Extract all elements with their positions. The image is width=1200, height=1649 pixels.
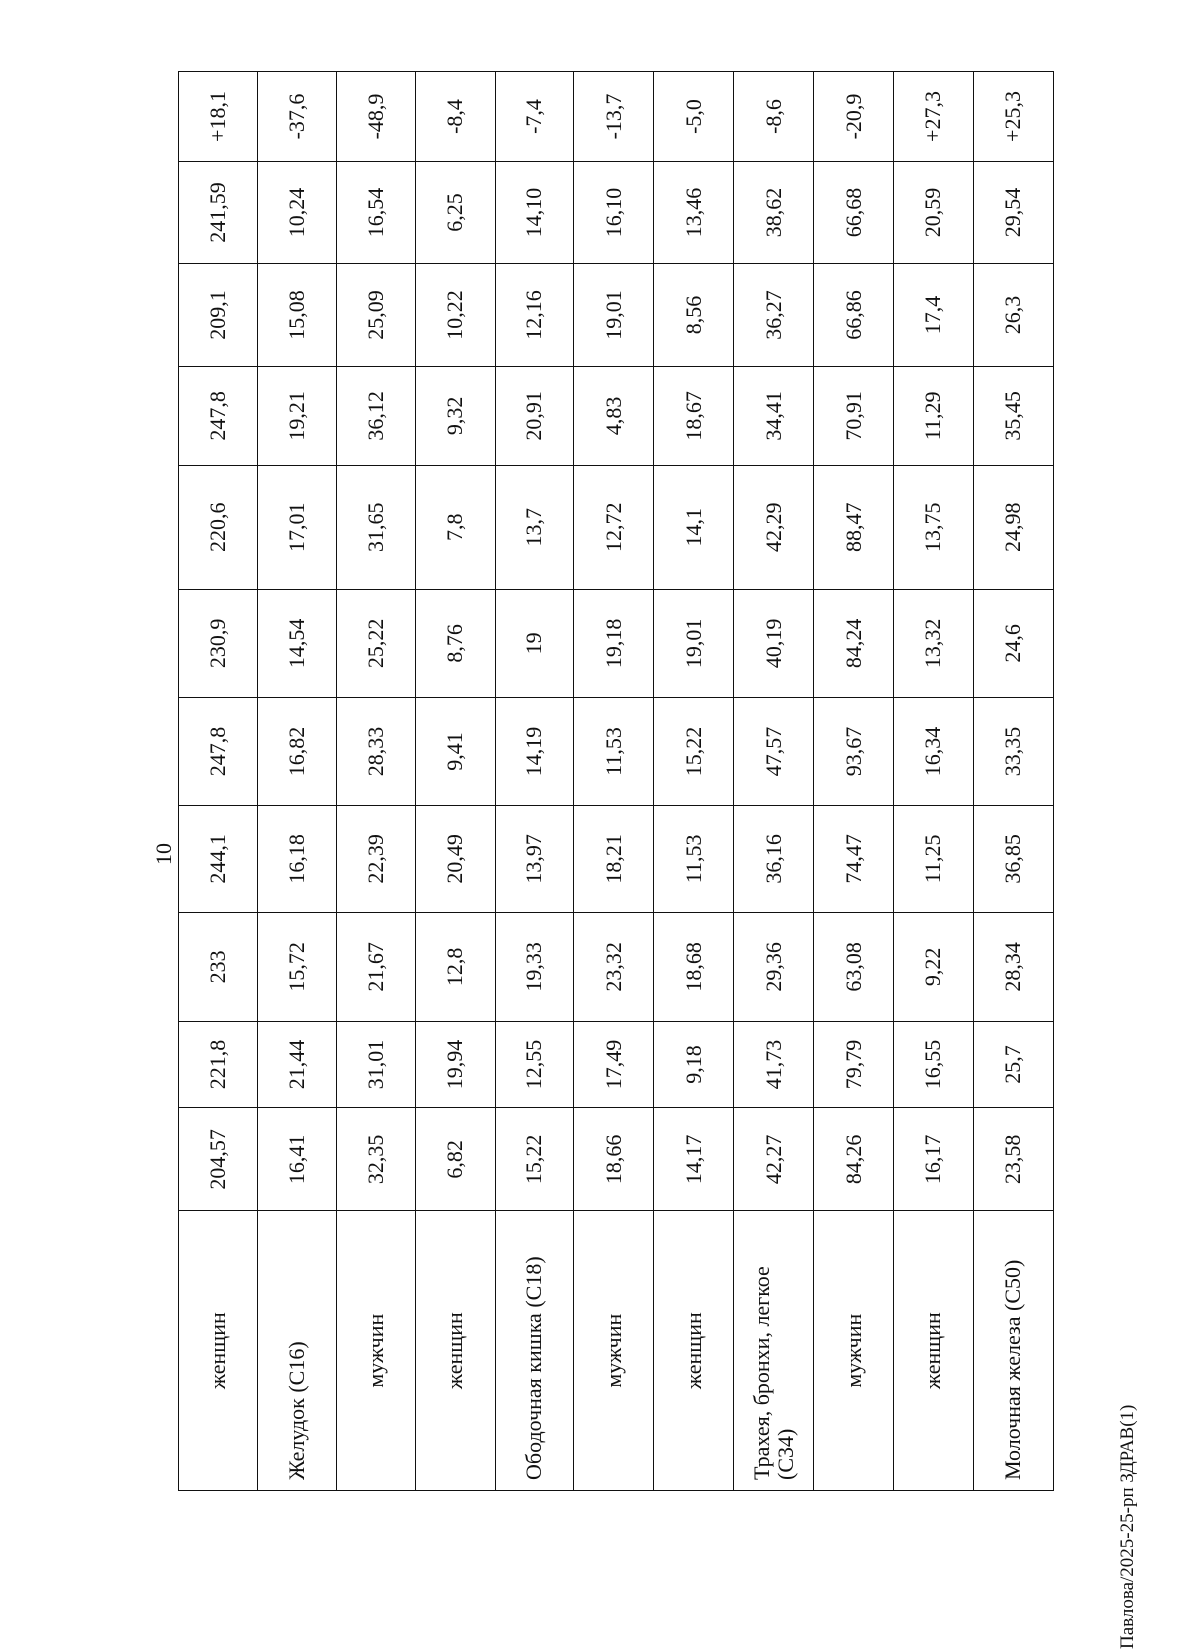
change-cell: -8,6: [734, 72, 814, 162]
table-row: [495, 72, 574, 1491]
change-cell: -7,4: [495, 72, 574, 162]
value-cell: 18,21: [574, 805, 654, 912]
value-cell: 19: [495, 589, 574, 698]
value-cell: 66,86: [814, 263, 894, 366]
sex-label-cell: женщин: [179, 1211, 258, 1491]
site-label-cell: Ободочная кишка (С18): [495, 1211, 574, 1491]
sex-label-cell: мужчин: [336, 1211, 415, 1491]
value-cell: 11,53: [654, 805, 734, 912]
change-cell: +25,3: [974, 72, 1054, 162]
value-cell: 8,76: [415, 589, 495, 698]
table-row: [814, 72, 894, 1491]
value-cell: 24,6: [974, 589, 1054, 698]
value-cell: 15,22: [654, 698, 734, 805]
value-cell: 16,54: [336, 162, 415, 264]
table-row: [257, 72, 336, 1491]
value-cell: 18,67: [654, 367, 734, 466]
value-cell: 41,73: [734, 1021, 814, 1108]
sex-label-cell: мужчин: [814, 1211, 894, 1491]
table-row: [179, 72, 258, 1491]
value-cell: 17,4: [894, 263, 974, 366]
value-cell: 16,41: [257, 1108, 336, 1211]
value-cell: 74,47: [814, 805, 894, 912]
value-cell: 31,01: [336, 1021, 415, 1108]
value-cell: 23,32: [574, 913, 654, 1022]
value-cell: 247,8: [179, 698, 258, 805]
value-cell: 16,10: [574, 162, 654, 264]
value-cell: 84,24: [814, 589, 894, 698]
site-label-cell: Молочная железа (С50): [974, 1211, 1054, 1491]
change-cell: +18,1: [179, 72, 258, 162]
value-cell: 241,59: [179, 162, 258, 264]
value-cell: 21,67: [336, 913, 415, 1022]
value-cell: 93,67: [814, 698, 894, 805]
footer-stamp: Павлова/2025-25-рп ЗДРАВ(1): [1117, 1404, 1138, 1649]
value-cell: 20,59: [894, 162, 974, 264]
table-row: [654, 72, 734, 1491]
value-cell: 10,22: [415, 263, 495, 366]
value-cell: 13,46: [654, 162, 734, 264]
value-cell: 25,7: [974, 1021, 1054, 1108]
value-cell: 42,29: [734, 465, 814, 589]
value-cell: 15,08: [257, 263, 336, 366]
value-cell: 20,49: [415, 805, 495, 912]
value-cell: 19,94: [415, 1021, 495, 1108]
value-cell: 17,49: [574, 1021, 654, 1108]
value-cell: 247,8: [179, 367, 258, 466]
value-cell: 21,44: [257, 1021, 336, 1108]
value-cell: 33,35: [974, 698, 1054, 805]
value-cell: 12,55: [495, 1021, 574, 1108]
value-cell: 4,83: [574, 367, 654, 466]
value-cell: 11,29: [894, 367, 974, 466]
value-cell: 66,68: [814, 162, 894, 264]
change-cell: -8,4: [415, 72, 495, 162]
value-cell: 15,22: [495, 1108, 574, 1211]
value-cell: 16,17: [894, 1108, 974, 1211]
value-cell: 20,91: [495, 367, 574, 466]
value-cell: 12,16: [495, 263, 574, 366]
value-cell: 6,82: [415, 1108, 495, 1211]
value-cell: 34,41: [734, 367, 814, 466]
value-cell: 42,27: [734, 1108, 814, 1211]
value-cell: 13,7: [495, 465, 574, 589]
value-cell: 36,27: [734, 263, 814, 366]
value-cell: 7,8: [415, 465, 495, 589]
value-cell: 19,18: [574, 589, 654, 698]
value-cell: 220,6: [179, 465, 258, 589]
value-cell: 16,34: [894, 698, 974, 805]
value-cell: 23,58: [974, 1108, 1054, 1211]
value-cell: 14,54: [257, 589, 336, 698]
value-cell: 13,32: [894, 589, 974, 698]
value-cell: 19,01: [574, 263, 654, 366]
value-cell: 204,57: [179, 1108, 258, 1211]
table-row: [974, 72, 1054, 1491]
incidence-table: [178, 71, 1054, 1491]
value-cell: 70,91: [814, 367, 894, 466]
value-cell: 18,66: [574, 1108, 654, 1211]
table-row: [336, 72, 415, 1491]
value-cell: 16,55: [894, 1021, 974, 1108]
value-cell: 40,19: [734, 589, 814, 698]
value-cell: 244,1: [179, 805, 258, 912]
value-cell: 36,12: [336, 367, 415, 466]
value-cell: 12,8: [415, 913, 495, 1022]
change-cell: -37,6: [257, 72, 336, 162]
value-cell: 29,54: [974, 162, 1054, 264]
value-cell: 9,41: [415, 698, 495, 805]
value-cell: 38,62: [734, 162, 814, 264]
value-cell: 14,10: [495, 162, 574, 264]
value-cell: 22,39: [336, 805, 415, 912]
table-row: [574, 72, 654, 1491]
change-cell: -48,9: [336, 72, 415, 162]
value-cell: 209,1: [179, 263, 258, 366]
value-cell: 16,82: [257, 698, 336, 805]
value-cell: 19,01: [654, 589, 734, 698]
value-cell: 14,19: [495, 698, 574, 805]
value-cell: 10,24: [257, 162, 336, 264]
value-cell: 14,17: [654, 1108, 734, 1211]
value-cell: 19,21: [257, 367, 336, 466]
value-cell: 28,33: [336, 698, 415, 805]
value-cell: 25,22: [336, 589, 415, 698]
value-cell: 15,72: [257, 913, 336, 1022]
value-cell: 29,36: [734, 913, 814, 1022]
value-cell: 12,72: [574, 465, 654, 589]
change-cell: -20,9: [814, 72, 894, 162]
sex-label-cell: женщин: [894, 1211, 974, 1491]
value-cell: 11,25: [894, 805, 974, 912]
change-cell: -13,7: [574, 72, 654, 162]
value-cell: 28,34: [974, 913, 1054, 1022]
value-cell: 24,98: [974, 465, 1054, 589]
value-cell: 6,25: [415, 162, 495, 264]
sex-label-cell: женщин: [654, 1211, 734, 1491]
value-cell: 31,65: [336, 465, 415, 589]
value-cell: 63,08: [814, 913, 894, 1022]
value-cell: 84,26: [814, 1108, 894, 1211]
value-cell: 18,68: [654, 913, 734, 1022]
table-row: [894, 72, 974, 1491]
table-row: [415, 72, 495, 1491]
page-number: 10: [151, 843, 176, 865]
value-cell: 36,16: [734, 805, 814, 912]
sex-label-cell: мужчин: [574, 1211, 654, 1491]
value-cell: 26,3: [974, 263, 1054, 366]
value-cell: 9,22: [894, 913, 974, 1022]
sex-label-cell: женщин: [415, 1211, 495, 1491]
value-cell: 19,33: [495, 913, 574, 1022]
value-cell: 36,85: [974, 805, 1054, 912]
value-cell: 230,9: [179, 589, 258, 698]
change-cell: -5,0: [654, 72, 734, 162]
value-cell: 221,8: [179, 1021, 258, 1108]
value-cell: 9,18: [654, 1021, 734, 1108]
value-cell: 233: [179, 913, 258, 1022]
value-cell: 8,56: [654, 263, 734, 366]
change-cell: +27,3: [894, 72, 974, 162]
value-cell: 88,47: [814, 465, 894, 589]
table-row: [734, 72, 814, 1491]
value-cell: 13,75: [894, 465, 974, 589]
value-cell: 47,57: [734, 698, 814, 805]
value-cell: 16,18: [257, 805, 336, 912]
value-cell: 11,53: [574, 698, 654, 805]
value-cell: 13,97: [495, 805, 574, 912]
value-cell: 9,32: [415, 367, 495, 466]
value-cell: 32,35: [336, 1108, 415, 1211]
value-cell: 79,79: [814, 1021, 894, 1108]
value-cell: 14,1: [654, 465, 734, 589]
value-cell: 25,09: [336, 263, 415, 366]
value-cell: 35,45: [974, 367, 1054, 466]
site-label-cell: Трахея, бронхи, легкое (С34): [734, 1211, 814, 1491]
value-cell: 17,01: [257, 465, 336, 589]
site-label-cell: Желудок (С16): [257, 1211, 336, 1491]
